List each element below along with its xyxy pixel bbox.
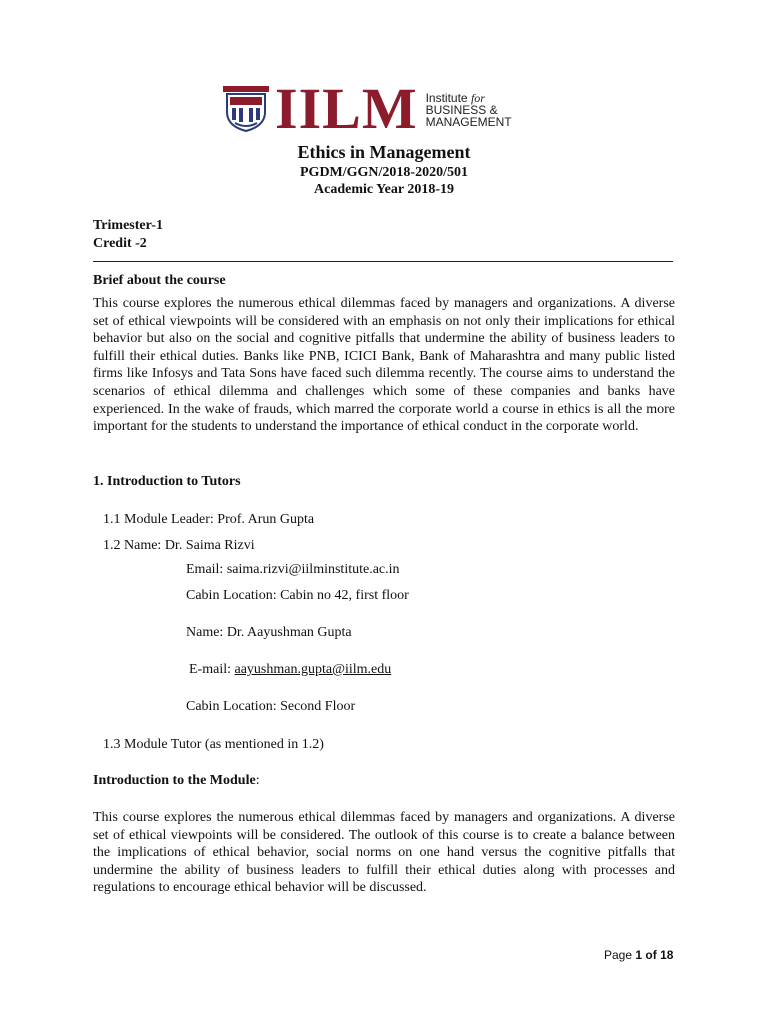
tutors-heading: 1. Introduction to Tutors [93,474,241,489]
tutor-name-2: Name: Dr. Aayushman Gupta [186,625,352,640]
tutor-email-2-label: E-mail: [189,662,235,677]
module-tutor: 1.3 Module Tutor (as mentioned in 1.2) [103,737,324,752]
tutor-cabin-1: Cabin Location: Cabin no 42, first floor [186,588,409,603]
logo-tagline [426,92,512,128]
tutor-cabin-2: Cabin Location: Second Floor [186,699,356,714]
logo-wordmark: IILM [275,76,418,141]
course-code: PGDM/GGN/2018-2020/501 [300,165,468,180]
page-footer [604,948,673,962]
trimester: Trimester-1 [93,218,163,233]
divider [93,261,673,262]
iilm-logo [221,76,512,141]
tutor-email-2-link[interactable]: aayushman.gupta@iilm.edu [234,662,392,677]
brief-paragraph: This course explores the numerous ethical dilemmas faced by managers and organizations. A diverse set of ethical viewpoints will be considered with an emphasis on not only their implications for ethical behavior but also on the social and cognitive pitfalls that undermine the ability of business leaders to fulfill their ethical duties. Banks like PNB, ICICI Bank, Bank of Maharashtra and many public listed firms like Infosys and Tata Sons have faced such dilemma recently. The course aims to understand the scenarios of ethical dilemma and challenges which some of these companies and banks have experienced. In the wake of frauds, which marred the corporate world a course in ethics is all the more important for the students to understand the importance of ethical conduct in the corporate world. [93,296,675,435]
tagline-management: MANAGEMENT [425,115,512,129]
tutor-email-1: Email: saima.rizvi@iilminstitute.ac.in [186,562,400,577]
course-title: Ethics in Management [297,142,471,162]
module-heading-text: Introduction to the Module [93,773,256,788]
credit: Credit -2 [93,236,147,251]
page-word: Page [604,948,633,962]
module-heading [93,772,260,790]
crest-icon [221,84,271,132]
academic-year: Academic Year 2018-19 [314,182,454,197]
page-of: of [645,948,657,962]
page-total: 18 [660,948,674,962]
tutor-email-2 [189,661,391,679]
tutor-name-1: 1.2 Name: Dr. Saima Rizvi [103,538,255,553]
tagline-for: for [470,91,485,105]
module-paragraph: This course explores the numerous ethical dilemmas faced by managers and organizations. A diverse set of ethical viewpoints will be considered. The outlook of this course is to create a balance between the implications of ethical behavior, social norms on one hand versus the cognitive pitfalls that undermine the ability of business leaders to fulfill their ethical duties along with processes and regulations to encourage ethical behavior will be discussed. [93,810,675,896]
tagline-institute: Institute [425,91,468,105]
module-leader: 1.1 Module Leader: Prof. Arun Gupta [103,512,315,527]
page-current: 1 [635,948,643,962]
module-heading-colon: : [255,773,260,788]
tagline-business: BUSINESS & [425,103,498,117]
brief-heading: Brief about the course [93,273,226,288]
